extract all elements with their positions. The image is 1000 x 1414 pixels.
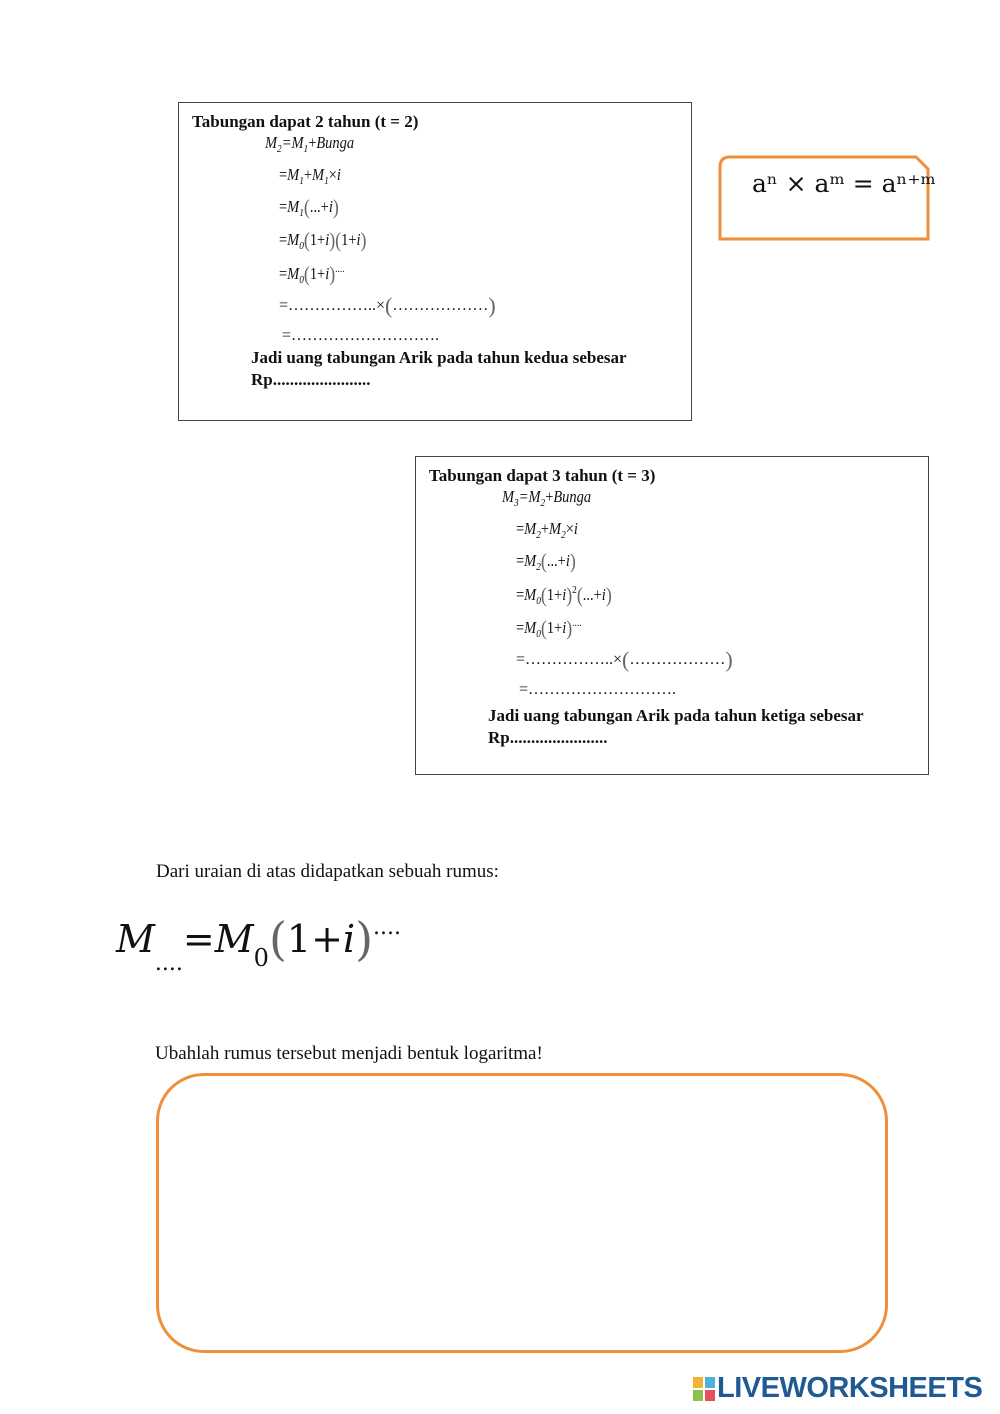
box-title: Tabungan dapat 2 tahun (t = 2) [192, 112, 419, 131]
question-text: Ubahlah rumus tersebut menjadi bentuk logaritma! [155, 1043, 543, 1064]
conclusion-line-2: Rp....................... [251, 370, 371, 389]
brand-name: LIVEWORKSHEETS [717, 1372, 983, 1404]
answer-input[interactable] [156, 1073, 888, 1353]
conclusion [488, 705, 864, 749]
conclusion-line-2: Rp....................... [488, 728, 608, 747]
formula-line: $M_2=M_1+Bunga$ [265, 133, 355, 155]
blank-line: =……………..×(………………) [516, 647, 733, 672]
callout-border [718, 155, 930, 241]
formula-line: $=M_1(...+i)$ [279, 195, 339, 219]
savings-year-3-box [415, 456, 929, 775]
intro-text: Dari uraian di atas didapatkan sebuah rumus: [156, 861, 499, 882]
conclusion-line-1: Jadi uang tabungan Arik pada tahun kedua sebesar [251, 348, 627, 367]
general-formula: $M_{....}=M_0(1+i)^{....}$ [116, 912, 402, 976]
blank-line: =……………..×(………………) [279, 293, 496, 318]
formula-line: $=M_0(1+i)(1+i)$ [279, 228, 367, 252]
formula-line: $=M_2(...+i)$ [516, 549, 576, 573]
box-title: Tabungan dapat 3 tahun (t = 3) [429, 466, 656, 485]
formula-line: $=M_2+M_2\times i$ [516, 519, 578, 541]
exponent-rule-callout [718, 155, 936, 241]
conclusion [251, 347, 627, 391]
blank-line: =………………………. [519, 681, 677, 698]
formula-line: $M_3=M_2+Bunga$ [502, 487, 592, 509]
blank-line: =………………………. [282, 327, 440, 344]
liveworksheets-logo-icon [693, 1377, 715, 1401]
formula-line: $=M_0(1+i)^{....}$ [279, 262, 345, 286]
formula-line: $=M_0(1+i)^{....}$ [516, 616, 582, 640]
exponent-rule: aⁿ × aᵐ = aⁿ⁺ᵐ [752, 169, 936, 198]
formula-line: $=M_1+M_1\times i$ [279, 165, 341, 187]
conclusion-line-1: Jadi uang tabungan Arik pada tahun ketiga sebesar [488, 706, 864, 725]
savings-year-2-box [178, 102, 692, 421]
formula-line: $=M_0(1+i)^2(...+i)$ [516, 583, 612, 607]
